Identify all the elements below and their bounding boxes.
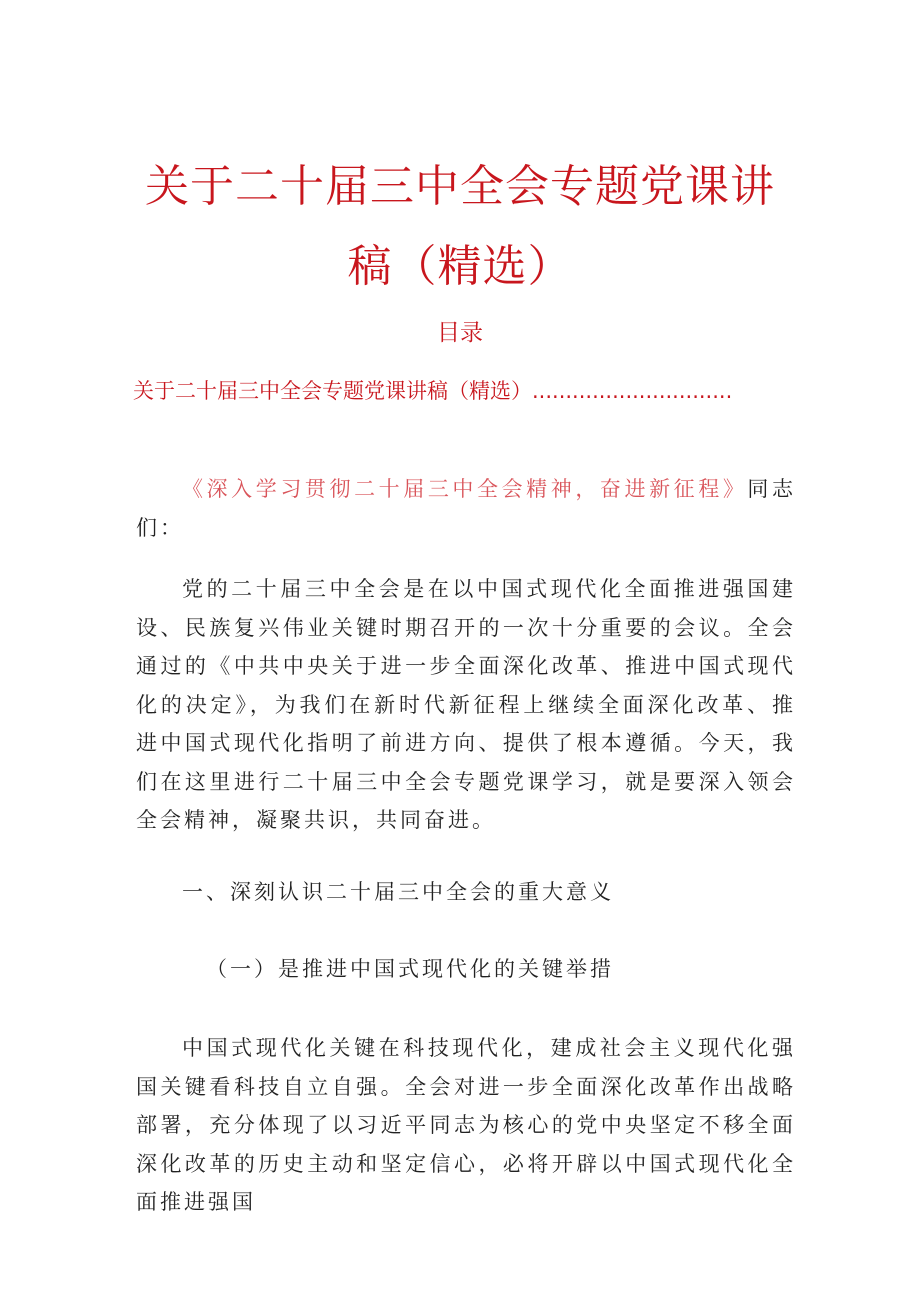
salutation: 同志们： — [136, 477, 797, 540]
toc-entry-leader: .............................. — [532, 379, 733, 403]
subsection-heading-1: （一）是推进中国式现代化的关键举措 — [206, 957, 614, 981]
speech-title-quote: 《深入学习贯彻二十届三中全会精神，奋进新征程》 — [182, 477, 748, 501]
toc-entry[interactable] — [133, 381, 813, 402]
toc-heading: 目录 — [437, 320, 483, 346]
document-title-line-2: 稿（精选） — [347, 241, 573, 292]
document-title-line-1: 关于二十届三中全会专题党课讲 — [145, 161, 775, 212]
intro-paragraph — [136, 470, 796, 547]
section-heading-1: 一、深刻认识二十届三中全会的重大意义 — [182, 880, 614, 904]
body-paragraph-1: 党的二十届三中全会是在以中国式现代化全面推进强国建设、民族复兴伟业关键时期召开的一次十分重要的会议。全会通过的《中共中央关于进一步全面深化改革、推进中国式现代化的决定》，为我们在新时代新征程上继续全面深化改革、推进中国式现代化指明了前进方向、提供了根本遵循。今天，我们在这里进行二十届三中全会专题党课学习，就是要深入领会全会精神，凝聚共识，共同奋进。 — [136, 577, 796, 832]
toc-entry-label: 关于二十届三中全会专题党课讲稿（精选） — [133, 379, 532, 403]
body-paragraph-2: 中国式现代化关键在科技现代化，建成社会主义现代化强国关键看科技自立自强。全会对进一步全面深化改革作出战略部署，充分体现了以习近平同志为核心的党中央坚定不移全面深化改革的历史主动和坚定信心，必将开辟以中国式现代化全面推进强国 — [136, 1036, 796, 1214]
